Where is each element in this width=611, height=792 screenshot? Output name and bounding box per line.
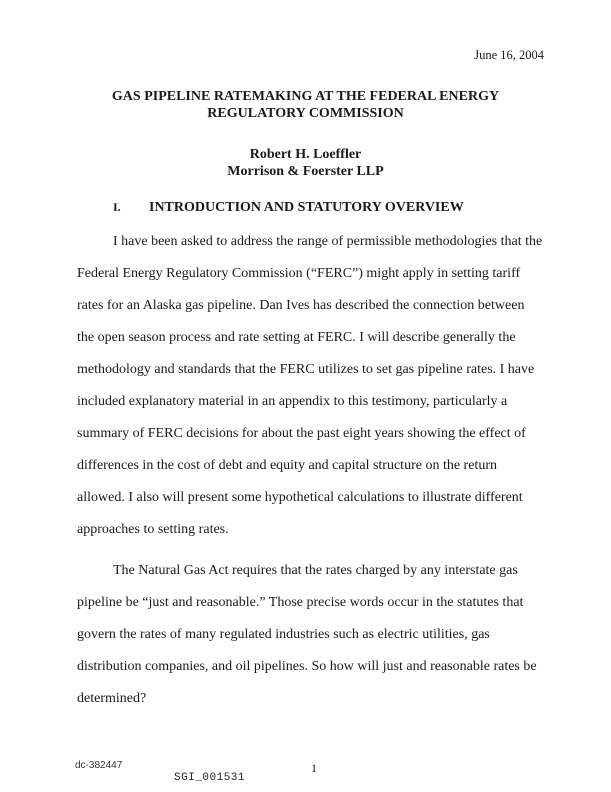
paragraph-line: rates for an Alaska gas pipeline. Dan Ives has described the connection between [77, 298, 525, 313]
paragraph-line: determined? [77, 691, 147, 706]
title-line-2: REGULATORY COMMISSION [207, 106, 404, 121]
paragraph-line: The Natural Gas Act requires that the rates charged by any interstate gas [113, 563, 518, 578]
paragraph-line: summary of FERC decisions for about the past eight years showing the effect of [77, 426, 526, 441]
paragraph-line: I have been asked to address the range of permissible methodologies that the [113, 234, 543, 249]
paragraph-line: the open season process and rate setting at FERC. I will describe generally the [77, 330, 516, 345]
page-number: 1 [311, 761, 317, 775]
section-heading [113, 200, 464, 216]
paragraph-line: pipeline be “just and reasonable.” Those precise words occur in the statutes that [77, 595, 524, 610]
paragraph-line: differences in the cost of debt and equity and capital structure on the return [77, 458, 497, 473]
paragraph-line: methodology and standards that the FERC utilizes to set gas pipeline rates. I have [77, 362, 535, 377]
author-firm: Morrison & Foerster LLP [227, 164, 384, 179]
paragraph-line: govern the rates of many regulated industries such as electric utilities, gas [77, 627, 490, 642]
paragraph-line: included explanatory material in an appendix to this testimony, particularly a [77, 394, 508, 409]
section-number: I. [113, 200, 121, 214]
bates-number: SGI_001531 [174, 772, 246, 784]
author-name: Robert H. Loeffler [249, 147, 362, 162]
title-line-1: GAS PIPELINE RATEMAKING AT THE FEDERAL ENERGY [111, 89, 500, 104]
section-title: INTRODUCTION AND STATUTORY OVERVIEW [149, 200, 464, 215]
paragraph-1 [77, 226, 547, 546]
paragraph-line: allowed. I also will present some hypothetical calculations to illustrate different [77, 490, 523, 505]
document-date: June 16, 2004 [474, 48, 544, 62]
paragraph-line: Federal Energy Regulatory Commission (“FERC”) might apply in setting tariff [77, 266, 521, 281]
paragraph-2 [77, 555, 547, 715]
footer-document-id: dc-382447 [75, 760, 123, 771]
paragraph-line: distribution companies, and oil pipelines. So how will just and reasonable rates be [77, 659, 537, 674]
document-title [0, 88, 611, 122]
author-block [0, 146, 611, 180]
paragraph-line: approaches to setting rates. [77, 522, 229, 537]
